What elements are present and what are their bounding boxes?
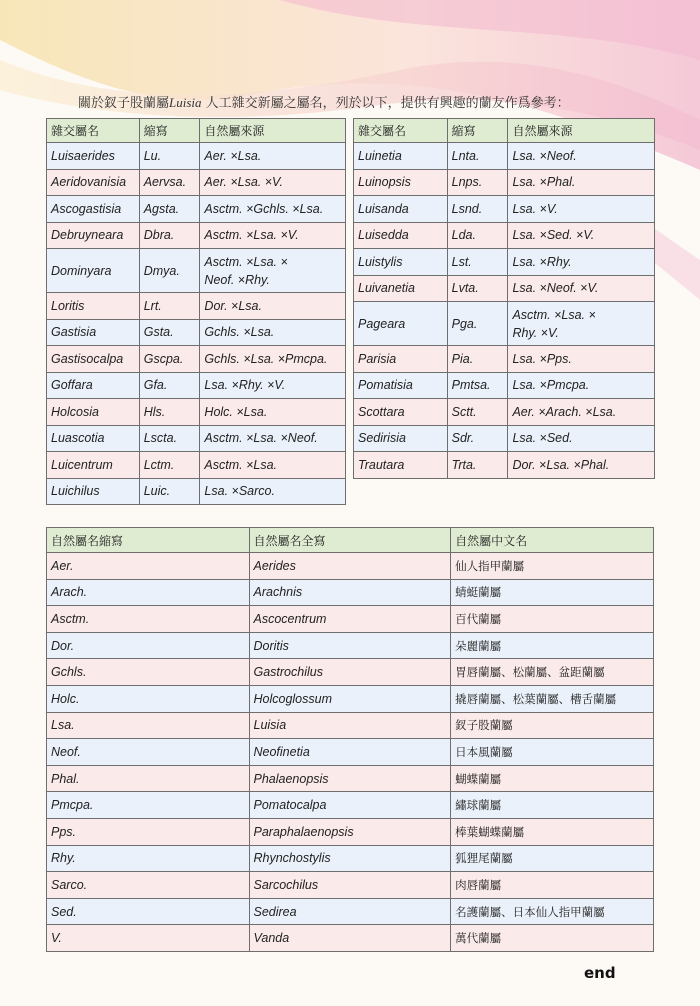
table-row	[47, 293, 346, 320]
genus-full-name: Arachnis	[249, 579, 451, 606]
table-row	[47, 659, 654, 686]
table-row	[47, 553, 654, 580]
abbreviation: Lnta.	[447, 143, 508, 170]
table-row	[47, 478, 346, 505]
abbreviation: Lscta.	[139, 425, 200, 452]
source-line: Asctm. ×Lsa. ×	[512, 307, 596, 322]
hybrid-genera-table-left	[46, 118, 346, 505]
hybrid-name: Goffara	[47, 372, 140, 399]
hybrid-name: Dominyara	[47, 249, 140, 293]
genus-full-name: Neofinetia	[249, 739, 451, 766]
hybrid-name: Sedirisia	[354, 425, 448, 452]
table-row	[47, 346, 346, 373]
column-header: 縮寫	[447, 119, 508, 143]
column-header: 縮寫	[139, 119, 200, 143]
hybrid-name: Luinetia	[354, 143, 448, 170]
intro-text: 關於釵子股蘭屬Luisia 人工雜交新屬之屬名，列於以下，提供有興趣的蘭友作爲參考：	[78, 95, 570, 111]
column-header: 自然屬來源	[508, 119, 655, 143]
genus-chinese-name: 釵子股蘭屬	[451, 712, 654, 739]
hybrid-name: Luicentrum	[47, 452, 140, 479]
abbreviation: Gsta.	[139, 319, 200, 346]
table-row	[47, 712, 654, 739]
genus-chinese-name: 日本風蘭屬	[451, 739, 654, 766]
genus-full-name: Aerides	[249, 553, 451, 580]
source-genera: Asctm. ×Lsa. ×Neof.	[200, 425, 346, 452]
table-row	[354, 372, 655, 399]
abbreviation: Pmtsa.	[447, 372, 508, 399]
source-genera: Asctm. ×Lsa.	[200, 452, 346, 479]
genus-chinese-name: 胃唇蘭屬、松蘭屬、盆距蘭屬	[451, 659, 654, 686]
hybrid-name: Luisanda	[354, 196, 448, 223]
source-genera	[508, 302, 655, 346]
genus-chinese-name: 蝴蝶蘭屬	[451, 765, 654, 792]
genus-abbreviation: Arach.	[47, 579, 250, 606]
genus-abbreviation: Aer.	[47, 553, 250, 580]
table-row	[354, 196, 655, 223]
table-row	[47, 452, 346, 479]
genus-chinese-name: 肉唇蘭屬	[451, 872, 654, 899]
hybrid-name: Luivanetia	[354, 275, 448, 302]
genus-full-name: Ascocentrum	[249, 606, 451, 633]
genus-abbreviation: Sarco.	[47, 872, 250, 899]
genus-abbreviation: Rhy.	[47, 845, 250, 872]
source-genera: Lsa. ×Phal.	[508, 169, 655, 196]
table-row	[47, 143, 346, 170]
abbreviation: Lnps.	[447, 169, 508, 196]
table-row	[47, 372, 346, 399]
table-row	[47, 845, 654, 872]
hybrid-name: Luinopsis	[354, 169, 448, 196]
genus-chinese-name: 名護蘭屬、日本仙人指甲蘭屬	[451, 898, 654, 925]
abbreviation: Trta.	[447, 452, 508, 479]
genus-full-name: Sarcochilus	[249, 872, 451, 899]
genus-full-name: Doritis	[249, 632, 451, 659]
table-row	[47, 739, 654, 766]
table-row	[47, 685, 654, 712]
genus-full-name: Pomatocalpa	[249, 792, 451, 819]
abbreviation: Pga.	[447, 302, 508, 346]
source-genera: Lsa. ×Sarco.	[200, 478, 346, 505]
hybrid-name: Trautara	[354, 452, 448, 479]
column-header: 自然屬名縮寫	[47, 528, 250, 553]
column-header: 自然屬名全寫	[249, 528, 451, 553]
genus-abbreviation: Holc.	[47, 685, 250, 712]
table-row	[47, 425, 346, 452]
column-header: 雜交屬名	[47, 119, 140, 143]
source-genera: Lsa. ×Neof. ×V.	[508, 275, 655, 302]
abbreviation: Lrt.	[139, 293, 200, 320]
abbreviation: Aervsa.	[139, 169, 200, 196]
genus-chinese-name: 撬唇蘭屬、松葉蘭屬、槽舌蘭屬	[451, 685, 654, 712]
genus-abbreviation: Neof.	[47, 739, 250, 766]
abbreviation: Lsnd.	[447, 196, 508, 223]
hybrid-name: Luascotia	[47, 425, 140, 452]
genus-abbreviation: Asctm.	[47, 606, 250, 633]
source-genera: Gchls. ×Lsa.	[200, 319, 346, 346]
genus-abbreviation: Dor.	[47, 632, 250, 659]
hybrid-name: Aeridovanisia	[47, 169, 140, 196]
table-row	[47, 792, 654, 819]
abbreviation: Lvta.	[447, 275, 508, 302]
table-row	[354, 169, 655, 196]
table-row	[47, 579, 654, 606]
abbreviation: Gfa.	[139, 372, 200, 399]
abbreviation: Gscpa.	[139, 346, 200, 373]
genus-abbreviation: V.	[47, 925, 250, 952]
table-row	[47, 169, 346, 196]
abbreviation: Sctt.	[447, 399, 508, 426]
source-genera: Asctm. ×Gchls. ×Lsa.	[200, 196, 346, 223]
genus-chinese-name: 繡球蘭屬	[451, 792, 654, 819]
hybrid-name: Pageara	[354, 302, 448, 346]
table-row	[354, 425, 655, 452]
hybrid-name: Holcosia	[47, 399, 140, 426]
source-genera: Gchls. ×Lsa. ×Pmcpa.	[200, 346, 346, 373]
hybrid-name: Scottara	[354, 399, 448, 426]
genus-abbreviation: Phal.	[47, 765, 250, 792]
column-header: 雜交屬名	[354, 119, 448, 143]
source-genera: Lsa. ×Sed.	[508, 425, 655, 452]
table-row	[354, 143, 655, 170]
genus-chinese-name: 蜻蜓蘭屬	[451, 579, 654, 606]
abbreviation: Hls.	[139, 399, 200, 426]
genus-chinese-name: 狐狸尾蘭屬	[451, 845, 654, 872]
genus-full-name: Gastrochilus	[249, 659, 451, 686]
end-mark: end	[584, 964, 616, 982]
hybrid-name: Luisedda	[354, 222, 448, 249]
source-genera	[200, 249, 346, 293]
table-row	[354, 302, 655, 346]
hybrid-name: Gastisia	[47, 319, 140, 346]
abbreviation: Lst.	[447, 249, 508, 276]
table-row	[47, 872, 654, 899]
table-header-row	[47, 119, 346, 143]
table-row	[47, 925, 654, 952]
source-genera: Lsa. ×V.	[508, 196, 655, 223]
genus-chinese-name: 朵麗蘭屬	[451, 632, 654, 659]
table-row	[354, 399, 655, 426]
genus-full-name: Vanda	[249, 925, 451, 952]
hybrid-name: Debruyneara	[47, 222, 140, 249]
hybrid-genera-table-right	[353, 118, 655, 479]
abbreviation: Agsta.	[139, 196, 200, 223]
genus-full-name: Sedirea	[249, 898, 451, 925]
genus-abbreviation: Pps.	[47, 818, 250, 845]
table-row	[47, 606, 654, 633]
column-header: 自然屬來源	[200, 119, 346, 143]
table-row	[47, 249, 346, 293]
genus-full-name: Rhynchostylis	[249, 845, 451, 872]
genus-full-name: Luisia	[249, 712, 451, 739]
source-genera: Aer. ×Arach. ×Lsa.	[508, 399, 655, 426]
source-genera: Dor. ×Lsa. ×Phal.	[508, 452, 655, 479]
hybrid-name: Luistylis	[354, 249, 448, 276]
abbreviation: Lctm.	[139, 452, 200, 479]
abbreviation: Lu.	[139, 143, 200, 170]
hybrid-name: Pomatisia	[354, 372, 448, 399]
source-genera: Holc. ×Lsa.	[200, 399, 346, 426]
source-genera: Lsa. ×Neof.	[508, 143, 655, 170]
abbreviation: Sdr.	[447, 425, 508, 452]
source-genera: Dor. ×Lsa.	[200, 293, 346, 320]
source-line: Asctm. ×Lsa. ×	[204, 254, 288, 269]
genus-abbreviation: Sed.	[47, 898, 250, 925]
genus-chinese-name: 萬代蘭屬	[451, 925, 654, 952]
table-header-row	[354, 119, 655, 143]
genus-chinese-name: 百代蘭屬	[451, 606, 654, 633]
source-genera: Lsa. ×Pmcpa.	[508, 372, 655, 399]
genus-abbreviation: Pmcpa.	[47, 792, 250, 819]
table-row	[47, 196, 346, 223]
genus-abbreviation: Gchls.	[47, 659, 250, 686]
table-row	[47, 765, 654, 792]
table-row	[354, 275, 655, 302]
hybrid-name: Luisaerides	[47, 143, 140, 170]
abbreviation: Dbra.	[139, 222, 200, 249]
abbreviation: Pia.	[447, 346, 508, 373]
source-line: Neof. ×Rhy.	[204, 272, 270, 287]
table-row	[47, 222, 346, 249]
genus-full-name: Phalaenopsis	[249, 765, 451, 792]
source-line: Rhy. ×V.	[512, 325, 559, 340]
table-row	[354, 452, 655, 479]
genus-chinese-name: 仙人指甲蘭屬	[451, 553, 654, 580]
genus-full-name: Paraphalaenopsis	[249, 818, 451, 845]
table-row	[47, 319, 346, 346]
natural-genera-table	[46, 527, 654, 952]
source-genera: Lsa. ×Rhy. ×V.	[200, 372, 346, 399]
source-genera: Asctm. ×Lsa. ×V.	[200, 222, 346, 249]
table-header-row	[47, 528, 654, 553]
genus-chinese-name: 棒葉蝴蝶蘭屬	[451, 818, 654, 845]
source-genera: Aer. ×Lsa.	[200, 143, 346, 170]
source-genera: Lsa. ×Pps.	[508, 346, 655, 373]
hybrid-name: Gastisocalpa	[47, 346, 140, 373]
abbreviation: Dmya.	[139, 249, 200, 293]
hybrid-name: Luichilus	[47, 478, 140, 505]
source-genera: Lsa. ×Rhy.	[508, 249, 655, 276]
column-header: 自然屬中文名	[451, 528, 654, 553]
table-row	[47, 399, 346, 426]
genus-abbreviation: Lsa.	[47, 712, 250, 739]
table-row	[47, 632, 654, 659]
table-row	[354, 222, 655, 249]
abbreviation: Luic.	[139, 478, 200, 505]
source-genera: Lsa. ×Sed. ×V.	[508, 222, 655, 249]
hybrid-name: Loritis	[47, 293, 140, 320]
table-row	[354, 346, 655, 373]
hybrid-name: Parisia	[354, 346, 448, 373]
hybrid-name: Ascogastisia	[47, 196, 140, 223]
source-genera: Aer. ×Lsa. ×V.	[200, 169, 346, 196]
table-row	[47, 898, 654, 925]
genus-full-name: Holcoglossum	[249, 685, 451, 712]
abbreviation: Lda.	[447, 222, 508, 249]
table-row	[47, 818, 654, 845]
table-row	[354, 249, 655, 276]
